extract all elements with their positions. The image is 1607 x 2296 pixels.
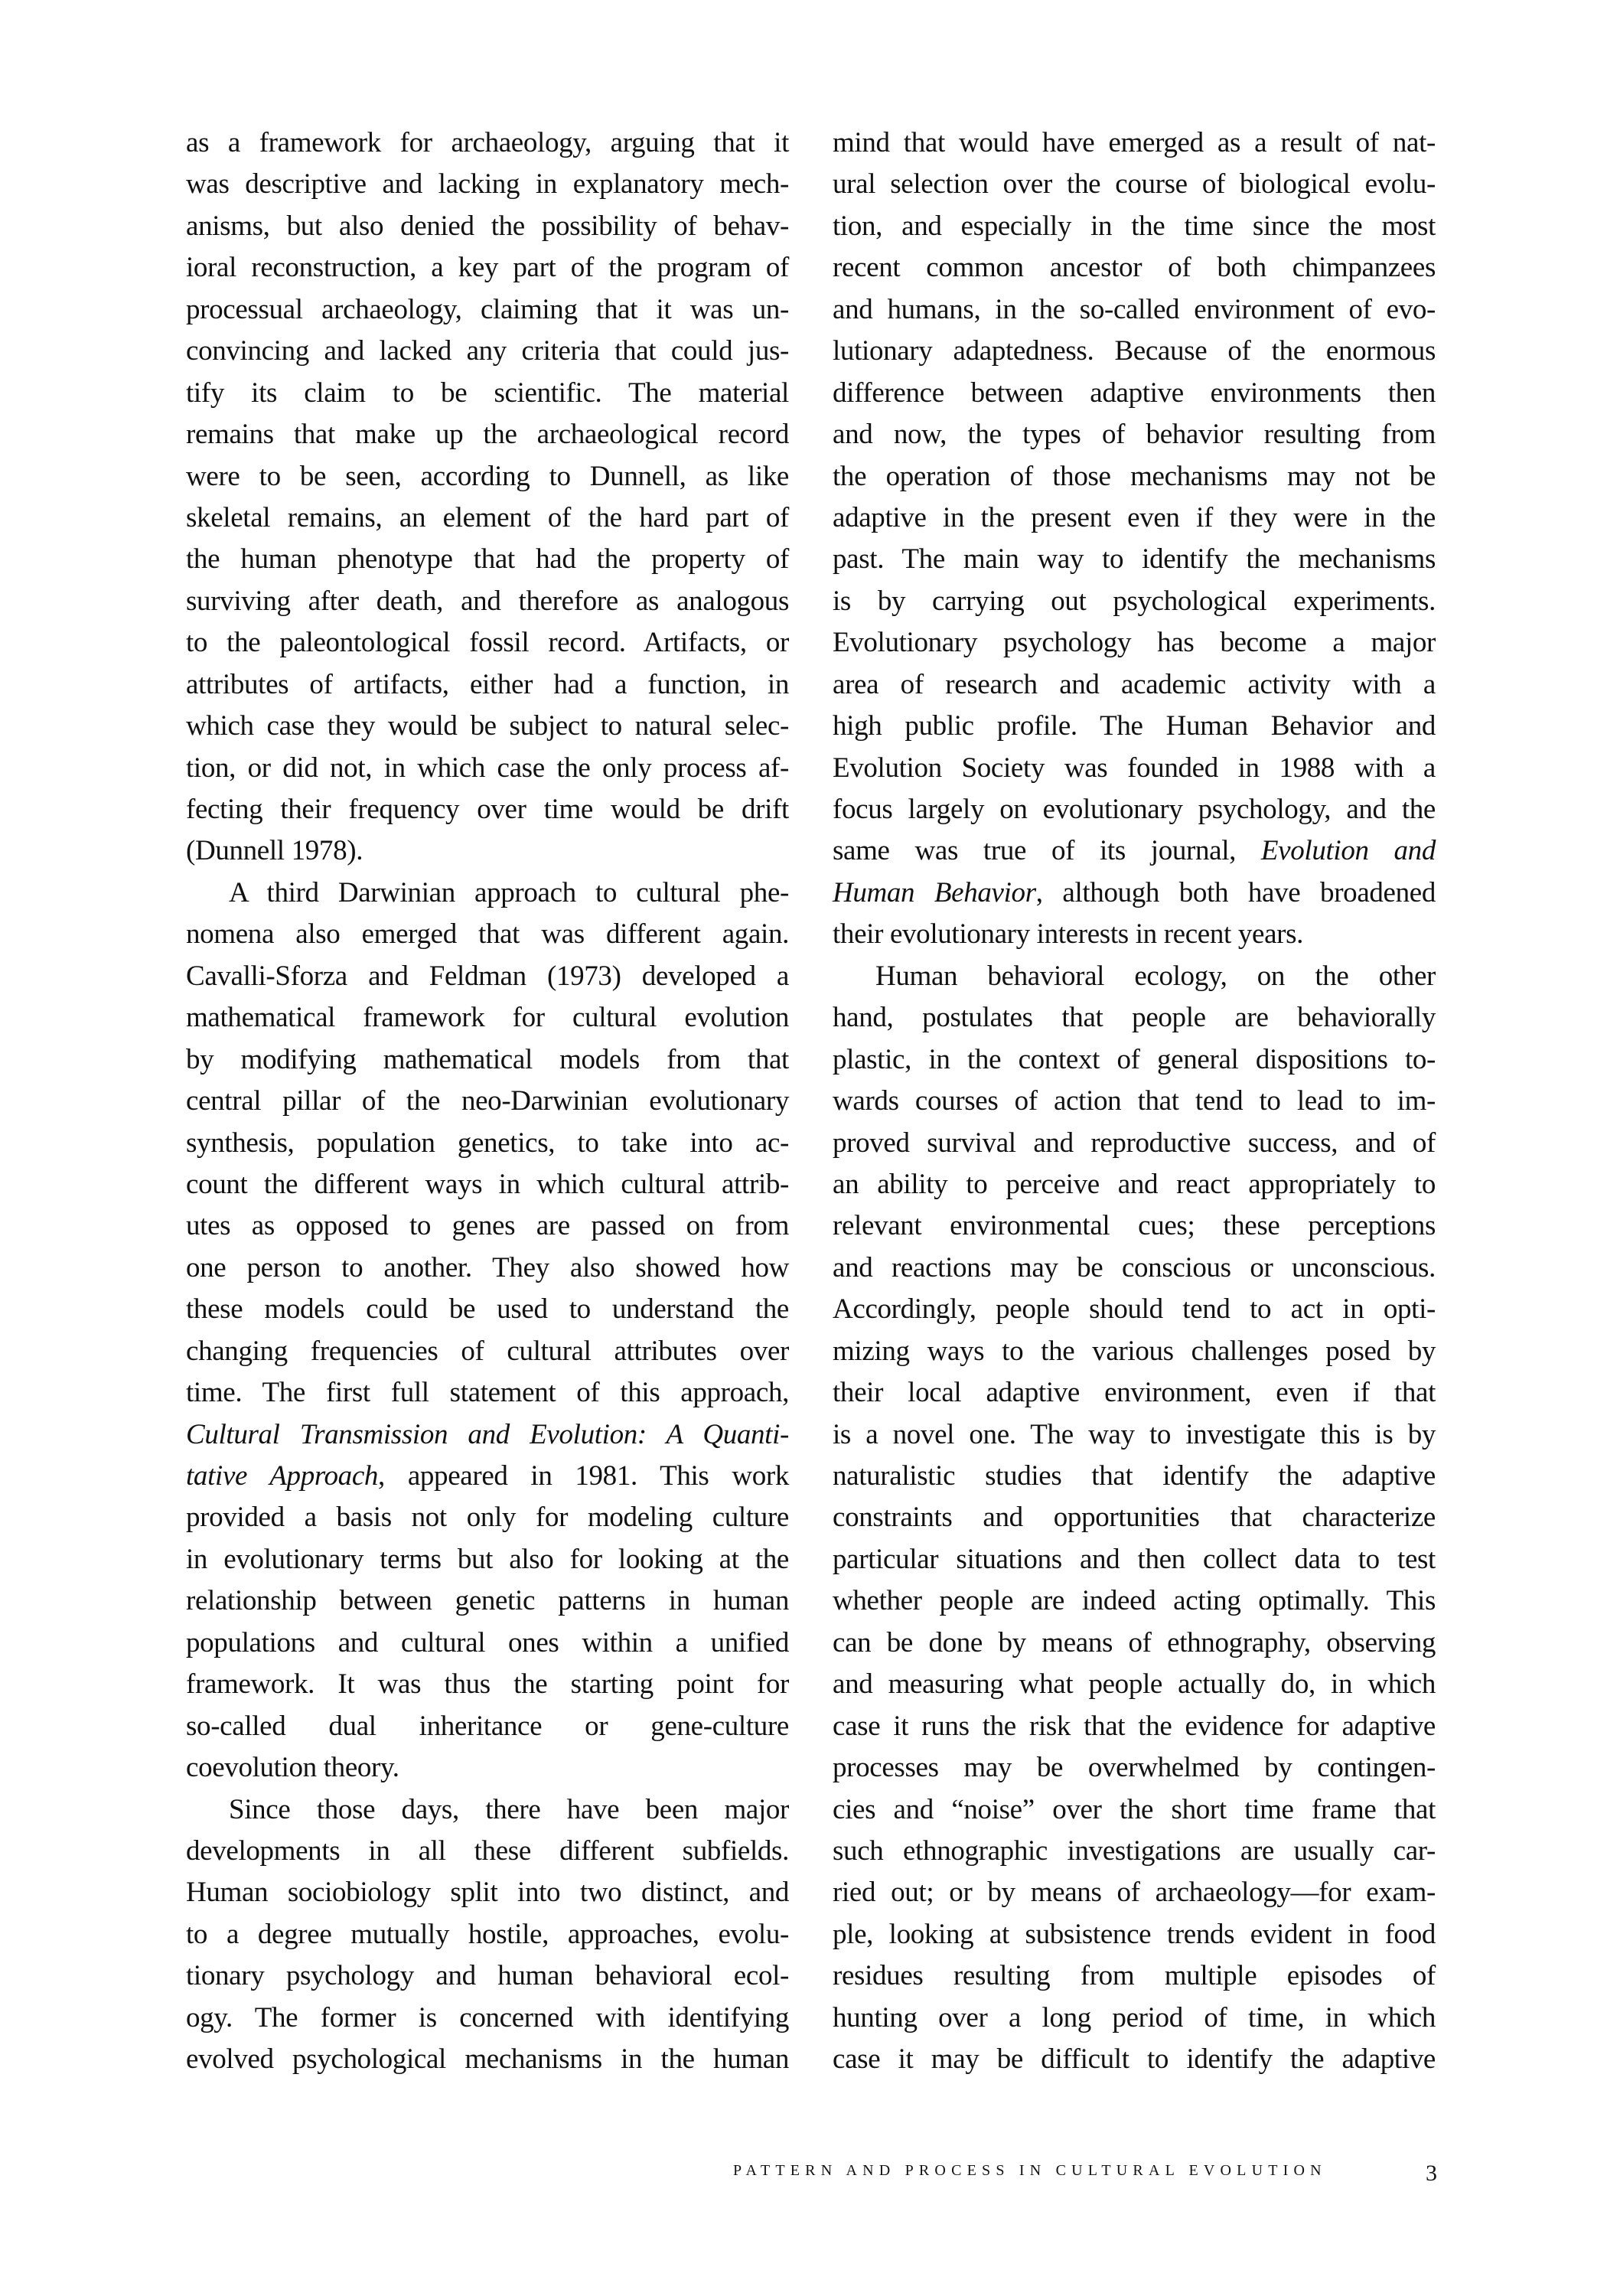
text-line [833,1414,1436,1456]
text-line [186,1164,789,1205]
text-line [186,997,789,1039]
text-line [186,789,789,830]
body-text: , appeared in 1981. This work [378,1460,789,1492]
text-line [186,1039,789,1081]
body-text: ple, looking at subsistence trends evident in food [833,1918,1436,1950]
body-text: one person to another. They also showed how [186,1251,789,1283]
body-text: recent common ancestor of both chimpanzees [833,252,1436,284]
text-line [186,1747,789,1789]
body-text: relationship between genetic patterns in human [186,1585,789,1617]
body-text: mizing ways to the various challenges posed by [833,1335,1436,1367]
text-line [833,1539,1436,1580]
text-line [186,1247,789,1289]
text-line [186,1539,789,1580]
body-text: to the paleontological fossil record. Artifacts, or [186,627,789,659]
text-line [186,497,789,539]
body-text: these models could be used to understand the [186,1293,789,1326]
body-text: their local adaptive environment, even if that [833,1377,1436,1409]
body-text: whether people are indeed acting optimally. This [833,1585,1436,1617]
text-line [833,497,1436,539]
body-text: Cavalli-Sforza and Feldman (1973) developed a [186,960,789,992]
text-line [833,122,1436,164]
body-text: relevant environmental cues; these perceptions [833,1210,1436,1242]
text-line [833,1123,1436,1164]
body-text: attributes of artifacts, either had a function, in [186,668,789,700]
left-text-column [186,122,789,2081]
paragraph-first-line [833,956,1436,997]
text-line [186,1623,789,1664]
body-text: Evolutionary psychology has become a major [833,627,1436,659]
body-text: was descriptive and lacking in explanatory mech- [186,168,789,201]
body-text: an ability to perceive and react appropriately to [833,1168,1436,1200]
page-number: 3 [1426,2161,1437,2186]
text-line [186,1998,789,2039]
text-line [186,122,789,164]
text-line [186,289,789,331]
text-line [833,1331,1436,1372]
text-line [186,539,789,580]
body-text: particular situations and then collect data to test [833,1543,1436,1575]
body-text: and humans, in the so-called environment of evo- [833,293,1436,325]
text-line [833,1872,1436,1913]
text-line [186,1372,789,1414]
body-text: Accordingly, people should tend to act in opti- [833,1293,1436,1326]
body-text: adaptive in the present even if they were in the [833,501,1436,533]
text-line [833,914,1436,955]
body-text: utes as opposed to genes are passed on from [186,1210,789,1242]
body-text: can be done by means of ethnography, observing [833,1626,1436,1658]
body-text: as a framework for archaeology, arguing that it [186,127,789,158]
body-text: focus largely on evolutionary psychology, and the [833,794,1436,825]
text-line [833,247,1436,289]
text-line [833,622,1436,664]
text-line [186,206,789,247]
body-text: ogy. The former is concerned with identifying [186,2001,789,2033]
right-text-column [833,122,1436,2081]
running-footer-title: PATTERN AND PROCESS IN CULTURAL EVOLUTION [733,2161,1327,2179]
text-line [186,1331,789,1372]
body-text: area of research and academic activity with a [833,668,1436,700]
text-line [186,706,789,747]
body-text: tionary psychology and human behavioral ecol- [186,1960,789,1992]
text-line [186,331,789,372]
text-line [186,1081,789,1122]
text-line [833,1580,1436,1622]
body-text: remains that make up the archaeological record [186,419,789,451]
body-text: past. The main way to identify the mechanisms [833,543,1436,576]
body-text: time. The first full statement of this approach, [186,1377,789,1409]
body-text: tion, and especially in the time since the most [833,210,1436,242]
text-line [833,1789,1436,1831]
text-line [833,373,1436,414]
body-text: hunting over a long period of time, in which [833,2001,1436,2033]
text-line [186,622,789,664]
text-line [186,664,789,706]
body-text: case it may be difficult to identify the adaptive [833,2043,1436,2076]
text-line [186,956,789,997]
text-line [833,997,1436,1039]
body-text: populations and cultural ones within a unified [186,1626,789,1658]
text-line [833,1081,1436,1122]
body-text: provided a basis not only for modeling culture [186,1502,789,1534]
body-text: mind that would have emerged as a result of nat- [833,127,1436,158]
text-line [186,1706,789,1747]
body-text: and measuring what people actually do, in which [833,1668,1436,1701]
italic-title-text: Cultural Transmission and Evolution: A Quanti- [186,1418,789,1450]
text-line [186,1914,789,1955]
body-text: wards courses of action that tend to lead to im- [833,1085,1436,1117]
text-line [186,247,789,289]
body-text: cies and “noise” over the short time frame that [833,1793,1436,1825]
text-line [833,414,1436,455]
paragraph-first-line [186,872,789,914]
body-text: framework. It was thus the starting point for [186,1668,789,1701]
body-text: their evolutionary interests in recent years. [833,918,1304,951]
text-line [186,1123,789,1164]
text-line [186,164,789,205]
text-line [833,1998,1436,2039]
body-text: evolved psychological mechanisms in the human [186,2043,789,2076]
italic-title-text: Evolution and [1260,835,1436,867]
body-text: convincing and lacked any criteria that could jus- [186,335,789,367]
text-line [833,164,1436,205]
text-line [833,1039,1436,1081]
body-text: processes may be overwhelmed by contingen- [833,1752,1436,1784]
text-line [833,1955,1436,1997]
body-text: difference between adaptive environments then [833,377,1436,409]
text-line [833,1456,1436,1497]
body-text: lutionary adaptedness. Because of the enormous [833,335,1436,367]
body-text: such ethnographic investigations are usually car- [833,1835,1436,1867]
body-text: coevolution theory. [186,1752,399,1784]
body-text: tify its claim to be scientific. The material [186,377,789,409]
text-line [186,373,789,414]
text-line [833,872,1436,914]
body-text: case it runs the risk that the evidence for adaptive [833,1710,1436,1742]
body-text: and reactions may be conscious or unconscious. [833,1251,1436,1283]
text-line [833,1664,1436,1705]
text-line [186,830,789,872]
text-line [833,2039,1436,2080]
body-text: by modifying mathematical models from that [186,1043,789,1075]
body-text: high public profile. The Human Behavior and [833,710,1436,742]
text-line [833,1372,1436,1414]
body-text: and now, the types of behavior resulting from [833,419,1436,451]
body-text: Evolution Society was founded in 1988 with a [833,752,1436,784]
body-text: A third Darwinian approach to cultural phe- [229,876,789,908]
text-line [186,414,789,455]
body-text: skeletal remains, an element of the hard part of [186,501,789,533]
text-line [833,581,1436,622]
body-text: plastic, in the context of general dispositions to- [833,1043,1436,1075]
body-text: mathematical framework for cultural evolution [186,1002,789,1034]
text-line [833,1289,1436,1330]
text-line [833,539,1436,580]
body-text: ried out; or by means of archaeology—for exam- [833,1877,1436,1909]
body-text: which case they would be subject to natural selec- [186,710,789,742]
text-line [186,2039,789,2080]
body-text: surviving after death, and therefore as analogous [186,585,789,617]
text-line [833,1914,1436,1955]
text-line [186,914,789,955]
body-text: same was true of its journal, [833,835,1261,867]
text-line [186,748,789,789]
body-text: is a novel one. The way to investigate this is by [833,1418,1436,1450]
body-text: central pillar of the neo-Darwinian evolutionary [186,1085,789,1117]
text-line [833,289,1436,331]
text-line [186,1872,789,1913]
body-text: the operation of those mechanisms may not be [833,460,1436,492]
text-line [186,1955,789,1997]
text-line [186,1289,789,1330]
text-line [186,1497,789,1538]
body-text: tion, or did not, in which case the only process af- [186,752,789,784]
text-line [186,1456,789,1497]
body-text: so-called dual inheritance or gene-culture [186,1710,789,1742]
body-text: anisms, but also denied the possibility of behav- [186,210,789,242]
text-line [186,1664,789,1705]
text-line [833,1247,1436,1289]
text-line [833,1706,1436,1747]
running-footer [733,2157,1437,2184]
text-line [833,331,1436,372]
paragraph-first-line [186,1789,789,1831]
text-line [833,1497,1436,1538]
body-text: in evolutionary terms but also for looking at the [186,1543,789,1575]
text-line [833,456,1436,497]
body-text: hand, postulates that people are behaviorally [833,1002,1436,1034]
text-line [833,830,1436,872]
body-text: Since those days, there have been major [229,1793,789,1825]
text-line [186,456,789,497]
body-text: ioral reconstruction, a key part of the program of [186,252,789,284]
italic-title-text: Human Behavior [833,876,1036,908]
body-text: (Dunnell 1978). [186,835,363,867]
body-text: Human behavioral ecology, on the other [875,960,1436,992]
body-text: processual archaeology, claiming that it was un- [186,293,789,325]
text-line [186,1580,789,1622]
body-text: were to be seen, according to Dunnell, as like [186,460,789,492]
text-line [186,1205,789,1247]
text-line [833,664,1436,706]
body-text: ural selection over the course of biological evolu- [833,168,1436,201]
text-line [833,748,1436,789]
body-text: residues resulting from multiple episodes of [833,1960,1436,1992]
body-text: is by carrying out psychological experiments. [833,585,1436,617]
text-line [186,581,789,622]
body-text: proved survival and reproductive success, and of [833,1127,1436,1159]
text-line [833,706,1436,747]
text-line [833,1205,1436,1247]
text-line [833,1623,1436,1664]
body-text: to a degree mutually hostile, approaches, evolu- [186,1918,789,1950]
body-text: Human sociobiology split into two distinct, and [186,1877,789,1909]
body-text: count the different ways in which cultural attrib- [186,1168,789,1200]
body-text: constraints and opportunities that characterize [833,1502,1436,1534]
body-text: developments in all these different subfields. [186,1835,789,1867]
body-text: synthesis, population genetics, to take into ac- [186,1127,789,1159]
text-line [833,206,1436,247]
body-text: naturalistic studies that identify the adaptive [833,1460,1436,1492]
body-text: fecting their frequency over time would be drift [186,794,789,825]
text-line [833,789,1436,830]
text-line [833,1831,1436,1872]
text-line [833,1747,1436,1789]
text-line [186,1414,789,1456]
body-text: changing frequencies of cultural attributes over [186,1335,789,1367]
italic-title-text: tative Approach [186,1460,379,1492]
text-line [833,1164,1436,1205]
text-line [186,1831,789,1872]
body-text: , although both have broadened [1035,876,1436,908]
body-text: nomena also emerged that was different again. [186,918,789,951]
body-text: the human phenotype that had the property of [186,543,789,576]
